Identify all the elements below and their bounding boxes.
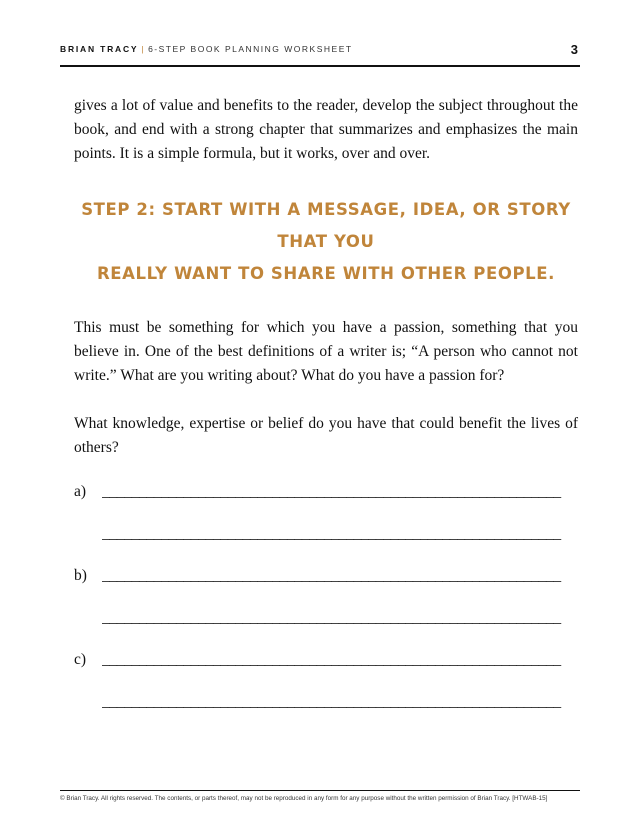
answer-blank-b-1[interactable]: ______________________________________________________________ — [102, 567, 561, 584]
copyright-footer: © Brian Tracy. All rights reserved. The contents, or parts thereof, may not be reproduced in any form for any purpose without the written permission of Brian Tracy. [HTWAB-15] — [60, 795, 548, 802]
answer-blank-a-1[interactable]: ______________________________________________________________ — [102, 483, 561, 500]
step-heading — [74, 194, 578, 290]
answer-blank-c-1[interactable]: ______________________________________________________________ — [102, 651, 561, 668]
author-name: BRIAN TRACY — [60, 44, 139, 54]
header-separator: | — [141, 44, 146, 54]
answer-group-c — [74, 648, 578, 714]
intro-paragraph: gives a lot of value and benefits to the reader, develop the subject throughout the book, and end with a strong chapter that summarizes and emphasizes the main points. It is a simple formula, but it works, over and over. — [74, 97, 578, 162]
page-content — [74, 94, 578, 732]
answer-row — [74, 522, 578, 546]
page-number: 3 — [570, 42, 578, 57]
paragraph-spacer — [74, 388, 578, 412]
passion-paragraph: This must be something for which you have a passion, something that you believe in. One of the best definitions of a writer is; “A person who cannot not write.” What are you writing about? What do you have a passion for? — [74, 319, 578, 384]
footer-divider — [60, 790, 580, 791]
step-heading-line-1: STEP 2: START WITH A MESSAGE, IDEA, OR STORY THAT YOU — [81, 200, 571, 251]
answer-row — [74, 564, 578, 588]
answer-row — [74, 648, 578, 672]
answer-blank-a-2[interactable]: ______________________________________________________________ — [102, 525, 561, 542]
header-divider — [60, 65, 580, 67]
answer-blank-c-2[interactable]: ______________________________________________________________ — [102, 693, 561, 710]
answer-section — [74, 480, 578, 714]
answer-label-a: a) — [74, 483, 87, 500]
answer-row — [74, 606, 578, 630]
answer-row — [74, 480, 578, 504]
question-paragraph: What knowledge, expertise or belief do you have that could benefit the lives of others? — [74, 415, 578, 456]
page-header — [60, 36, 580, 64]
document-title: 6-STEP BOOK PLANNING WORKSHEET — [148, 44, 353, 54]
answer-label-c: c) — [74, 651, 87, 668]
answer-blank-b-2[interactable]: ______________________________________________________________ — [102, 609, 561, 626]
step-heading-line-2: REALLY WANT TO SHARE WITH OTHER PEOPLE. — [96, 264, 556, 283]
answer-group-b — [74, 564, 578, 630]
header-title-group — [60, 44, 353, 54]
answer-label-b: b) — [74, 567, 87, 584]
answer-group-a — [74, 480, 578, 546]
answer-row — [74, 690, 578, 714]
